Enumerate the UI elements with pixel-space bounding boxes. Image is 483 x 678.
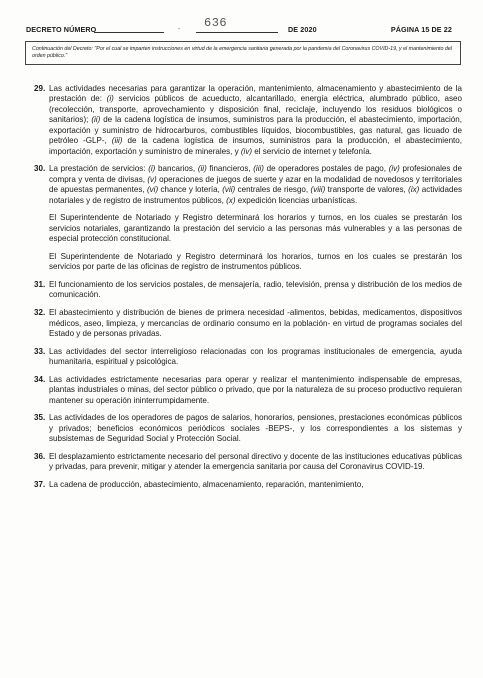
list-item: [34, 347, 462, 368]
item-text: El desplazamiento estrictamente necesario del personal directivo y docente de las instituciones educativas públicas y privadas, para prevenir, mitigar y atender la emergencia sanitaria por causa del Coronavirus COVID-19.: [49, 451, 462, 472]
list-item: [34, 452, 462, 473]
item-number: 37.: [34, 479, 46, 489]
page-header: [26, 16, 466, 34]
item-text: Las actividades necesarias para garantizar la operación, mantenimiento, almacenamiento y abastecimiento de la prestación de: (i) servicios públicos de acueducto, alcantarillado, energía eléctrica, alumbrado público, aseo (recolección, transporte, aprovechamiento y disposición final, reciclaje, incluyendo los residuos biológicos o sanitarios); (ii) de la cadena logística de insumos, suministros para la producción, el abastecimiento, importación, exportación y suministro de hidrocarburos, combustibles líquidos, biocombustibles, gas natural, gas licuado de petróleo -GLP-, (iii) de la cadena logística de insumos, suministros para la producción, el abastecimiento, importación, exportación y suministro de minerales, y (iv) el servicio de internet y telefonía.: [49, 84, 462, 156]
list-item: [34, 280, 462, 301]
item-text: La cadena de producción, abastecimiento, almacenamiento, reparación, mantenimiento,: [49, 479, 364, 489]
continuation-text: Continuación del Decreto: "Por el cual se imparten instrucciones en virtud de la emergencia sanitaria generada por la pandemia del Coronavirus COVID-19, y el mantenimiento del orden público.": [32, 46, 452, 59]
list-item: [34, 164, 462, 206]
item-text: Las actividades de los operadores de pagos de salarios, honorarios, pensiones, prestaciones económicas públicos y privados; beneficios económicos periódicos sociales -BEPS-, y los correspondientes a los sistemas y subsistemas de Seguridad Social y Protección Social.: [49, 413, 462, 444]
item-text: La prestación de servicios: (i) bancarios, (ii) financieros, (iii) de operadores postales de pago, (iv) profesionales de compra y venta de divisas, (v) operaciones de juegos de suerte y azar en la modalidad de novedosos y territoriales de apuestas permanentes, (vi) chance y lotería, (vii) centrales de riesgo, (viii) transporte de valores, (ix) actividades notariales y de registro de instrumentos públicos, (x) expedición licencias urbanísticas.: [49, 164, 462, 205]
list-item: [34, 308, 462, 339]
item-number: 34.: [34, 374, 46, 384]
decree-year: DE 2020: [288, 25, 317, 34]
item-text: Las actividades del sector interreligioso relacionadas con los programas institucionales de emergencia, ayuda humanitaria, espiritual y psicológica.: [49, 346, 462, 367]
list-item: [34, 375, 462, 406]
item-text: El abastecimiento y distribución de bienes de primera necesidad -alimentos, bebidas, medicamentos, dispositivos médicos, aseo, limpieza, y mercancías de ordinario consumo en la población- en virtud de programas sociales del Estado y de personas privadas.: [49, 308, 462, 338]
item-number: 36.: [34, 451, 46, 461]
item-text: Las actividades estrictamente necesarias para operar y realizar el mantenimiento indispensable de empresas, plantas industriales o minas, del sector público o privado, que por la naturaleza de su proceso productivo requieran mantener su operación ininterrumpidamente.: [49, 374, 462, 405]
item-number: 35.: [34, 413, 46, 423]
decree-number-underline: [94, 32, 164, 33]
item-number: 32.: [34, 308, 46, 318]
sub-paragraph: El Superintendente de Notariado y Registro determinará los horarios y turnos, en los cuales se prestarán los servicios notariales, garantizando la prestación del servicio a las personas más vulnerables y a las personas de especial protección constitucional.: [49, 213, 462, 244]
decree-number-underline-2: [196, 32, 278, 33]
article-items-list: [34, 84, 462, 498]
item-text: El funcionamiento de los servicios postales, de mensajería, radio, televisión, prensa y distribución de los medios de comunicación.: [49, 280, 462, 300]
sub-paragraph: El Superintendente de Notariado y Registro determinará los horarios, turnos en los cuales se prestarán los servicios por parte de las oficinas de registro de instrumentos públicos.: [49, 251, 462, 272]
decree-number-label: DECRETO NÚMERO: [26, 25, 97, 34]
continuation-box: [25, 41, 461, 65]
decree-number: 636: [204, 16, 228, 30]
item-number: 33.: [34, 346, 46, 356]
list-item: [34, 84, 462, 157]
item-number: 30.: [34, 164, 46, 174]
decree-number-mark: -: [178, 24, 181, 33]
list-item: [34, 413, 462, 444]
item-number: 29.: [34, 84, 46, 93]
page-number: PÁGINA 15 DE 22: [390, 25, 452, 34]
list-item: [34, 480, 462, 490]
item-number: 31.: [34, 280, 46, 289]
